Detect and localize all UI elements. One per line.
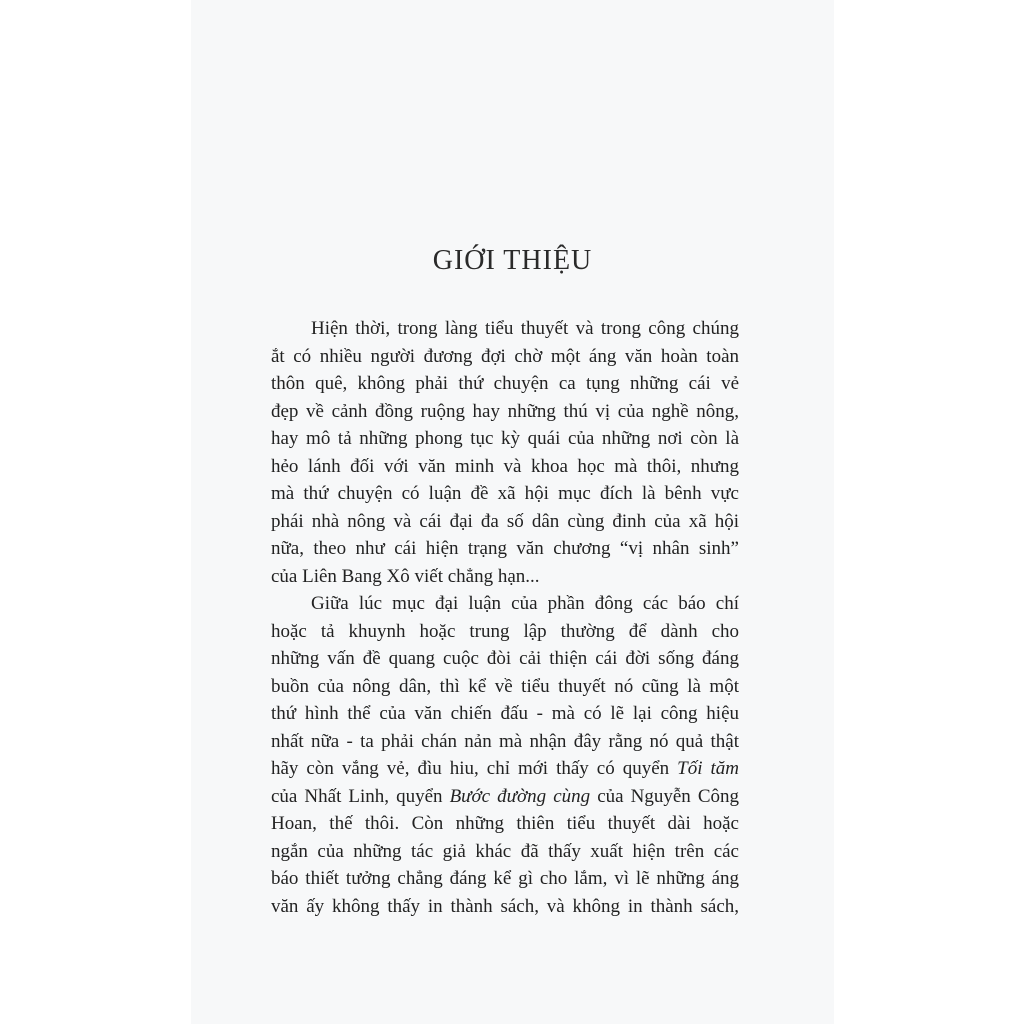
text-line: nữa, theo như cái hiện trạng văn chương “vị nhân sinh” bbox=[271, 538, 739, 559]
text-line: ắt có nhiều người đương đợi chờ một áng văn hoàn toàn bbox=[271, 345, 739, 367]
text-line: Hoan, thế thôi. Còn những thiên tiểu thuyết dài hoặc bbox=[271, 813, 739, 834]
text-line: Hiện thời, trong làng tiểu thuyết và trong công chúng bbox=[311, 318, 739, 339]
text-line: hay mô tả những phong tục kỳ quái của những nơi còn là bbox=[271, 428, 739, 449]
book-title-italic: Tối tăm bbox=[677, 758, 739, 779]
text-line-with-italic bbox=[271, 755, 739, 783]
text-line: nhất nữa - ta phải chán nản mà nhận đây rằng nó quả thật bbox=[271, 730, 739, 752]
text-line: mà thứ chuyện có luận đề xã hội mục đích là bênh vực bbox=[271, 483, 739, 504]
paragraph-2 bbox=[271, 590, 739, 920]
text-line-with-italic bbox=[271, 783, 739, 811]
text-line: thôn quê, không phải thứ chuyện ca tụng những cái vẻ bbox=[271, 373, 739, 394]
text-line: thứ hình thể của văn chiến đấu - mà có lẽ lại công hiệu bbox=[271, 703, 739, 724]
text-segment: của Nguyễn Công bbox=[597, 785, 740, 807]
text-line: đẹp về cảnh đồng ruộng hay những thú vị của nghề nông, bbox=[271, 400, 739, 422]
paragraph-1 bbox=[271, 315, 739, 590]
text-segment: hãy còn vắng vẻ, đìu hiu, chỉ mới thấy có quyển bbox=[271, 758, 670, 779]
text-line: hẻo lánh đối với văn minh và khoa học mà thôi, nhưng bbox=[271, 455, 739, 477]
text-line: hoặc tả khuynh hoặc trung lập thường để dành cho bbox=[271, 620, 739, 642]
text-segment: của Nhất Linh, quyển bbox=[271, 785, 443, 807]
text-line: ngắn của những tác giả khác đã thấy xuất hiện trên các bbox=[271, 840, 739, 862]
text-line: những vấn đề quang cuộc đòi cải thiện cái đời sống đáng bbox=[271, 648, 739, 669]
book-page bbox=[191, 0, 834, 1024]
text-line: phái nhà nông và cái đại đa số dân cùng đinh của xã hội bbox=[271, 510, 739, 532]
page-body bbox=[271, 315, 739, 920]
text-line: báo thiết tưởng chẳng đáng kể gì cho lắm, vì lẽ những áng bbox=[271, 868, 739, 889]
text-line: của Liên Bang Xô viết chẳng hạn... bbox=[271, 565, 540, 587]
book-title-italic: Bước đường cùng bbox=[449, 785, 591, 807]
text-line: văn ấy không thấy in thành sách, và không in thành sách, bbox=[271, 895, 739, 917]
text-line: Giữa lúc mục đại luận của phần đông các báo chí bbox=[311, 593, 739, 614]
page-title: GIỚI THIỆU bbox=[432, 245, 593, 276]
text-line: buồn của nông dân, thì kể về tiểu thuyết nó cũng là một bbox=[271, 675, 739, 697]
